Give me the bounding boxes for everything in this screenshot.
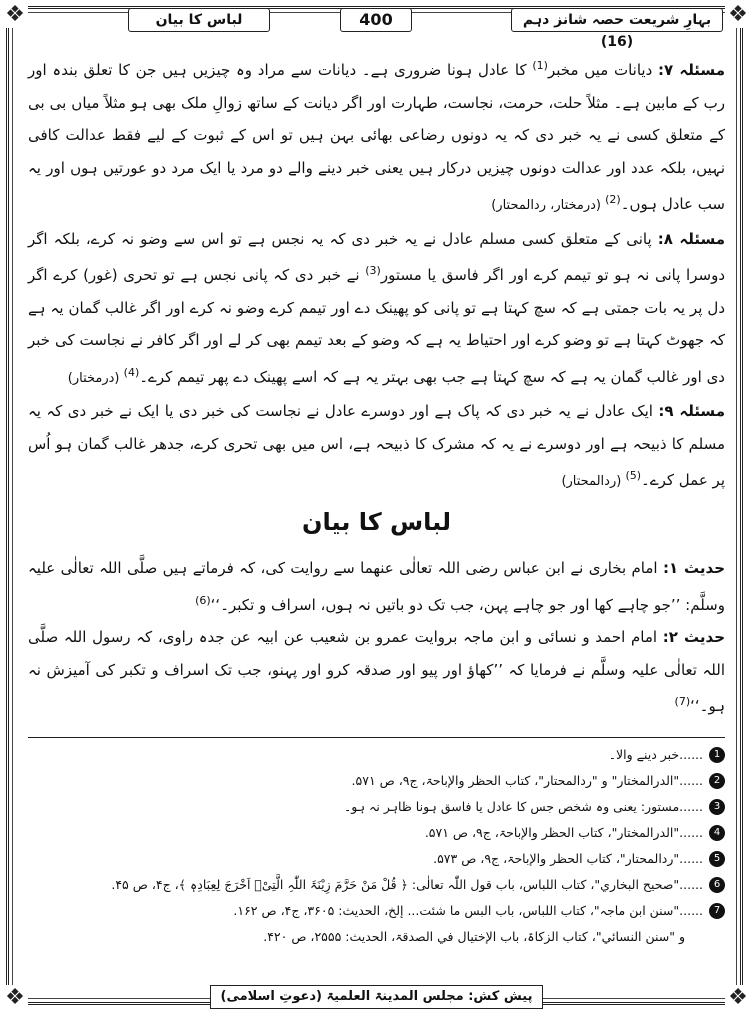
masala-label: مسئلہ ۷: xyxy=(658,61,725,79)
footnote-text: ......"الدرالمختار" و "ردالمحتار"، کتاب الحظر والإباحۃ، ج۹، ص ۵۷۱. xyxy=(351,773,703,788)
paragraph-text: کا عادل ہونا ضروری ہے۔ دیانات سے مراد وہ چیزیں ہیں جن کا تعلق بندہ اور رب کے مابین ہے۔ مثلاً حلت، حرمت، نجاست، طہارت اور اگر دیانت کے ساتھ زوالِ ملک بھی ہو مثلاً میاں بی بی کے متعلق کسی نے یہ خبر دی کہ یہ دونوں رضاعی بھائی بہن ہیں تو اس کے ثبوت کے لیے فقط عدالت کافی نہیں، بلکہ عدد اور عدالت دونوں چیزیں درکار ہیں یعنی خبر دینے والے دو مرد یا ایک مرد دو عورتیں ہوں اور یہ سب عادل ہوں۔ xyxy=(28,61,726,213)
page-footer xyxy=(0,985,753,1009)
hadith-label: حدیث ۲: xyxy=(662,628,726,646)
paragraph-text: پانی کے متعلق کسی مسلم عادل نے یہ خبر دی کہ یہ نجس ہے تو اس سے وضو نہ کرے، بلکہ اگر دوسرا پانی نہ ہو تو تیمم کرے اور اگر فاسق یا مستور xyxy=(28,229,725,284)
section-title: لباس کا بیان xyxy=(302,508,451,536)
masala-label: مسئلہ ۹: xyxy=(658,402,725,420)
footnote-text: ......خبر دینے والا۔ xyxy=(608,747,703,762)
corner-ornament-icon: ❖ xyxy=(725,2,751,28)
footnote-text: ......مستور: یعنی وہ شخص جس کا عادل یا فاسق ہونا ظاہر نہ ہو۔ xyxy=(343,799,703,814)
footnote xyxy=(28,872,725,898)
footnote-ref: (4) xyxy=(123,365,140,379)
footnote-text: ......"الدرالمختار"، کتاب الحظر والإباحۃ، ج۹، ص ۵۷۱. xyxy=(424,825,703,840)
footnote xyxy=(28,898,725,924)
masala-label: مسئلہ ۸: xyxy=(657,229,725,248)
footnote-ref: (2) xyxy=(605,193,621,206)
footnote-ref: (5) xyxy=(625,469,642,482)
source-citation: (درمختار، ردالمحتار) xyxy=(491,198,606,213)
footnote-text: ......"ردالمحتار"، کتاب الحظر والإباحۃ، ج۹، ص ۵۷۳. xyxy=(433,851,703,866)
footnote-ref: (7) xyxy=(674,695,691,708)
footnote xyxy=(28,820,725,846)
footnote-text: و "سنن النسائي"، کتاب الزکاۃ، باب الإختیال في الصدقۃ، الحدیث: ۲۵۵۵، ص ۴۲۰. xyxy=(263,929,685,944)
paragraph-text: ایک عادل نے یہ خبر دی کہ پاک ہے اور دوسرے عادل نے نجاست کی خبر دی یا ایک نے خبر دی کہ یہ مسلم کا ذبیحہ ہے اور دوسرے نے یہ کہ مشرک کا ذبیحہ ہے، اس میں بھی تحری کرے، جدھر غالب گمان ہو اُس پر عمل کرے۔ xyxy=(28,402,725,489)
footnote-number: 1 xyxy=(709,747,725,763)
footnote-number: 4 xyxy=(709,825,725,841)
page-number: 400 xyxy=(340,8,412,32)
paragraph-text: امام احمد و نسائی و ابن ماجہ بروایت عمرو بن شعیب عن ابیہ عن جدہ راوی، کہ رسول اللہ صلَّی اللہ تعالٰی علیہ وسلَّم نے فرمایا کہ ’’کھاؤ اور پیو اور صدقہ کرو اور پہنو، جب تک اسراف و تکبر کی آمیزش نہ ہو۔‘‘ xyxy=(28,628,725,715)
footnote-ref: (3) xyxy=(365,264,381,277)
footer-label: پیش کش: xyxy=(468,989,533,1004)
publisher-name: مجلس المدینۃ العلمیۃ xyxy=(326,989,464,1004)
paragraph-text: دیانات میں مخبر xyxy=(547,61,659,79)
footnote-number: 2 xyxy=(709,773,725,789)
footnote xyxy=(28,794,725,820)
footnote xyxy=(28,768,725,794)
footnote-number: 5 xyxy=(709,851,725,867)
masala-9 xyxy=(28,395,725,499)
footnote xyxy=(28,846,725,872)
book-title: بہارِ شریعت حصہ شانز دہم (16) xyxy=(511,8,723,32)
corner-ornament-icon: ❖ xyxy=(2,985,28,1011)
hadith-text xyxy=(28,552,725,723)
footnote-ref: (1) xyxy=(532,59,548,72)
footnote-number: 6 xyxy=(709,877,725,893)
masala-7 xyxy=(28,50,725,223)
publisher-org: (دعوتِ اسلامی) xyxy=(220,989,323,1004)
footnote-number: 7 xyxy=(709,903,725,919)
hadith-2 xyxy=(28,621,725,723)
masala-8 xyxy=(28,223,725,396)
page-header xyxy=(30,8,723,50)
paragraph-text: نے خبر دی کہ پانی نجس ہے تو تحری (غور) کرے اگر دل پر یہ بات جمتی ہے کہ سچ کہتا ہے تو پانی کو پھینک دے اور تیمم کرے وضو نہ کرے اور اگر غالب گمان یہ ہے کہ جھوٹ کہتا ہے تو وضو کرے اور احتیاط یہ ہے کہ وضو کے بعد تیمم بھی کر لے اور اگر کافر نے نجاست کی خبر دی اور غالب گمان یہ ہے کہ سچ کہتا ہے جب بھی بہتر یہ ہے کہ اسے پھینک دے پھر تیمم کرے۔ xyxy=(28,266,725,386)
hadith-label: حدیث ۱: xyxy=(663,559,726,577)
corner-ornament-icon: ❖ xyxy=(725,985,751,1011)
main-text xyxy=(28,50,725,499)
footnote-text: ......"سنن ابن ماجہ"، کتاب اللباس، باب البس ما شئت... إلخ، الحدیث: ۳۶۰۵، ج۴، ص ۱۶۲. xyxy=(233,903,703,918)
source-citation: (ردالمحتار) xyxy=(561,474,626,489)
publisher-box xyxy=(210,985,544,1009)
footnote-text: ......"صحیح البخاري"، کتاب اللباس، باب قول اللّٰہ تعالٰی: ﴿ قُلْ مَنْ حَرَّمَ زِیْنَۃَ اللّٰہِ الَّتِیْۤ اَخْرَجَ لِعِبَادِہٖ ﴾، ج۴، ص ۴۵. xyxy=(111,877,703,892)
chapter-title: لباس کا بیان xyxy=(128,8,270,32)
paragraph-text: امام بخاری نے ابن عباس رضی اللہ تعالٰی عنھما سے روایت کی، کہ فرماتے ہیں صلَّی اللہ تعالٰی علیہ وسلَّم: ’’جو چاہے کھا اور جو چاہے پہن، جب تک دو باتیں نہ ہوں، اسراف و تکبر۔‘‘ xyxy=(28,559,725,614)
footnote-number: 3 xyxy=(709,799,725,815)
footnotes xyxy=(28,742,725,950)
footnote-divider xyxy=(28,737,725,738)
source-citation: (درمختار) xyxy=(67,370,124,386)
corner-ornament-icon: ❖ xyxy=(2,2,28,28)
hadith-1 xyxy=(28,552,725,621)
footnote xyxy=(28,742,725,768)
footnote-continuation xyxy=(28,924,725,950)
footnote-ref: (6) xyxy=(195,593,211,607)
